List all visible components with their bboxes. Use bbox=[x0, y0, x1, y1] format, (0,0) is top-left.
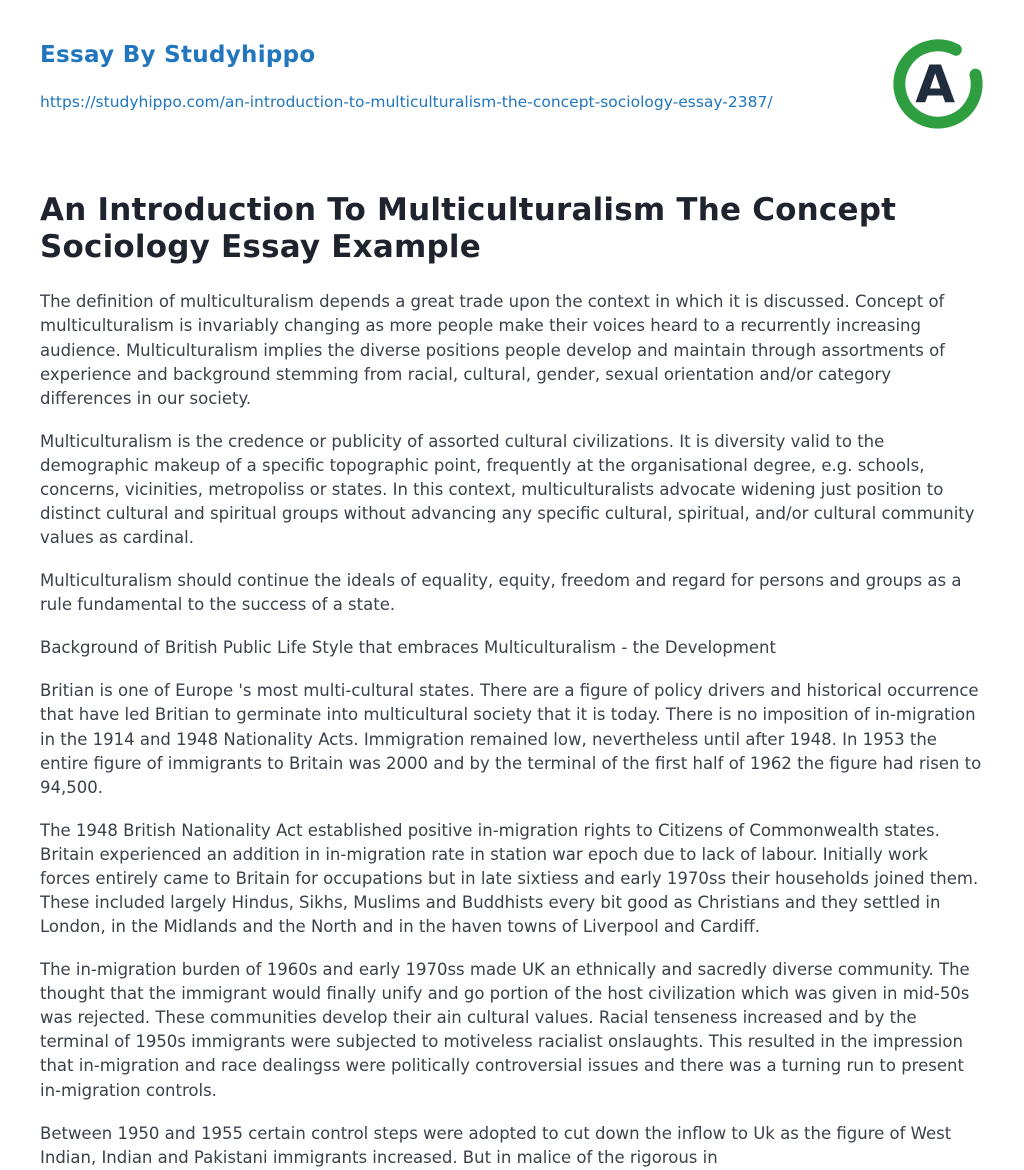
source-url-link[interactable]: https://studyhippo.com/an-introduction-to-multiculturalism-the-concept-sociology-essay-2387/ bbox=[40, 93, 773, 111]
paragraph-nationality-act: The 1948 British Nationality Act established positive in-migration rights to Citizens of Commonwealth states. Britain experienced an addition in in-migration rate in station war epoch due to lack of labour. Initially work forces entirely came to Britain for occupations but in late sixtiess and early 1970ss their households joined them. These included largely Hindus, Sikhs, Muslims and Buddhists every bit good as Christians and they settled in London, in the Midlands and the North and in the haven towns of Liverpool and Cardiff. bbox=[40, 820, 979, 937]
essay-body bbox=[40, 290, 982, 1169]
page-title: An Introduction To Multiculturalism The Concept Sociology Essay Example bbox=[40, 192, 897, 266]
paragraph-britian: Britian is one of Europe 's most multi-cultural states. There are a figure of policy drivers and historical occurrence that have led Britian to germinate into multicultural society that it is today. There is no imposition of in-migration in the 1914 and 1948 Nationality Acts. Immigration remained low, nevertheless until after 1948. In 1953 the entire figure of immigrants to Britain was 2000 and by the terminal of the first half of 1962 the figure had risen to 94,500. bbox=[40, 681, 982, 797]
paragraph-background-heading: Background of British Public Life Style that embraces Multiculturalism - the Development bbox=[40, 638, 776, 658]
paragraph-definition: The definition of multiculturalism depends a great trade upon the context in which it is discussed. Concept of multiculturalism is invariably changing as more people make their voices heard to a recurrently increasing audience. Multiculturalism implies the diverse positions people develop and maintain through assortments of experience and background stemming from racial, cultural, gender, sexual orientation and/or category differences in our society. bbox=[40, 292, 945, 408]
page-header bbox=[40, 42, 982, 152]
paragraph-credence: Multiculturalism is the credence or publicity of assorted cultural civilizations. It is diversity valid to the demographic makeup of a specific topographic point, frequently at the organisational degree, e.g. schools, concerns, vicinities, metropoliss or states. In this context, multiculturalists advocate widening just position to distinct cultural and spiritual groups without advancing any specific cultural, spiritual, and/or cultural community values as cardinal. bbox=[40, 431, 975, 548]
paragraph-ideals: Multiculturalism should continue the ideals of equality, equity, freedom and regard for persons and groups as a rule fundamental to the success of a state. bbox=[40, 571, 962, 615]
byline: Essay By Studyhippo bbox=[40, 42, 316, 68]
paragraph-control-steps: Between 1950 and 1955 certain control steps were adopted to cut down the inflow to Uk as the figure of West Indian, Indian and Pakistani immigrants increased. But in malice of the rigorous in bbox=[40, 1123, 952, 1167]
logo-letter: A bbox=[915, 55, 956, 116]
paragraph-migration-burden: The in-migration burden of 1960s and early 1970ss made UK an ethnically and sacredly diverse community. The thought that the immigrant would finally unify and go portion of the host civilization which was given in mid-50s was rejected. These communities develop their ain cultural values. Racial tenseness increased and by the terminal of 1950s immigrants were subjected to motiveless racialist onslaughts. This resulted in the impression that in-migration and race dealingss were politically controversial issues and there was a turning run to present in-migration controls. bbox=[40, 960, 970, 1100]
studyhippo-logo-icon[interactable] bbox=[892, 38, 984, 130]
